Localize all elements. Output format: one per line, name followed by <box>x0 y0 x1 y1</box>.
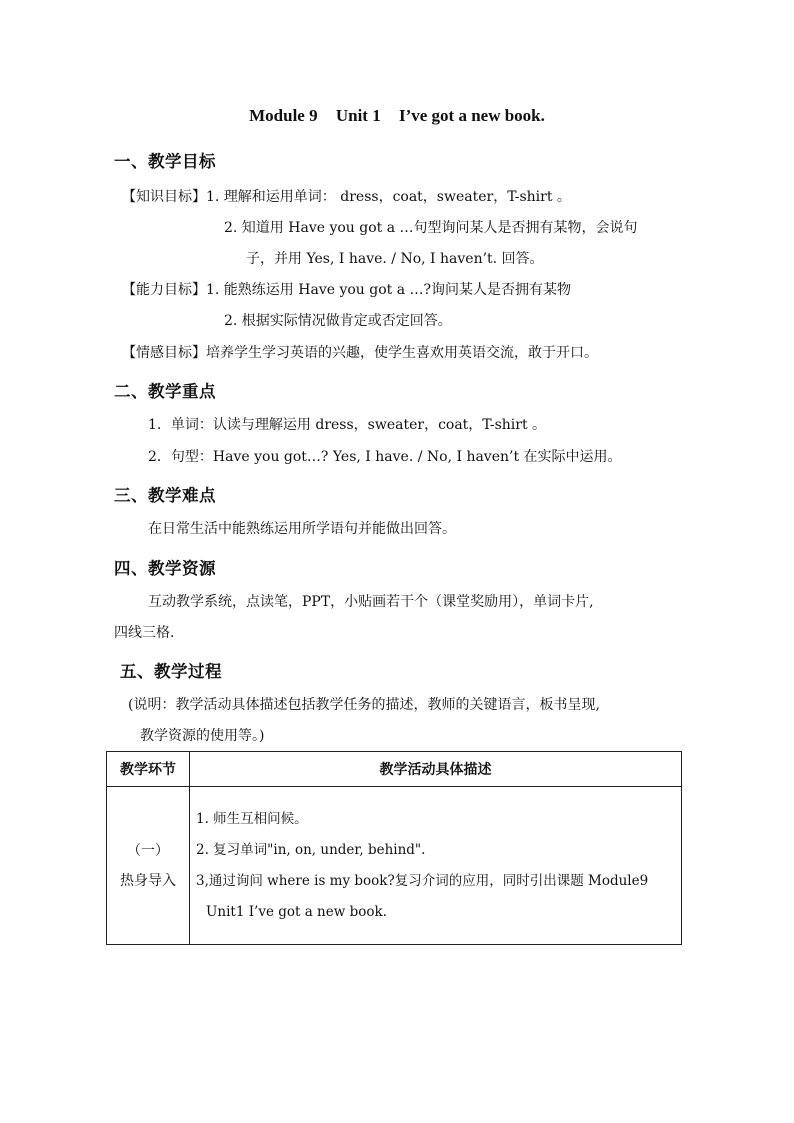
table-cell-description <box>190 787 682 945</box>
ability-goal-line-2: 2. 根据实际情况做肯定或否定回答。 <box>224 313 452 329</box>
page-title <box>0 106 794 126</box>
emotion-goal-line <box>122 342 598 362</box>
ability-goal-tag: 【能力目标】 <box>122 282 206 298</box>
title-lesson: I’ve got a new book. <box>398 106 545 125</box>
activity-line-1: 1. 师生互相问候。 <box>196 810 308 827</box>
ability-goal-line-1 <box>122 279 571 299</box>
key-point-1: 1．单词：认读与理解运用 dress，sweater，coat，T-shirt 。 <box>148 417 547 433</box>
emotion-goal-text: 培养学生学习英语的兴趣，使学生喜欢用英语交流，敢于开口。 <box>206 345 598 361</box>
section-heading-resources: 四、教学资源 <box>114 559 216 578</box>
table-header-description: 教学活动具体描述 <box>190 752 682 787</box>
stage-number: （一） <box>127 842 169 859</box>
knowledge-goal-tag: 【知识目标】 <box>122 189 206 205</box>
table-header-row <box>107 752 682 787</box>
title-unit: Unit 1 <box>335 106 381 125</box>
activity-line-4: Unit1 I’ve got a new book. <box>206 903 387 920</box>
difficulty-text: 在日常生活中能熟练运用所学语句并能做出回答。 <box>148 521 456 537</box>
knowledge-goal-text-1: 1. 理解和运用单词： dress，coat，sweater，T-shirt 。 <box>206 189 571 205</box>
emotion-goal-tag: 【情感目标】 <box>122 345 206 361</box>
activity-line-3: 3,通过询问 where is my book?复习介词的应用，同时引出课题 Module9 <box>196 872 649 889</box>
process-note-line-2: 教学资源的使用等。) <box>140 728 265 744</box>
stage-name: 热身导入 <box>120 872 176 889</box>
table-header-stage: 教学环节 <box>107 752 190 787</box>
table-cell-stage <box>107 787 190 945</box>
section-heading-key-points: 二、教学重点 <box>114 382 216 401</box>
section-heading-goals: 一、教学目标 <box>114 152 216 171</box>
knowledge-goal-line-1 <box>122 186 571 206</box>
section-heading-process: 五、教学过程 <box>120 662 222 681</box>
knowledge-goal-line-2: 2. 知道用 Have you got a …句型询问某人是否拥有某物，会说句 <box>224 220 638 236</box>
resources-line-2: 四线三格. <box>114 625 175 641</box>
knowledge-goal-line-3: 子，并用 Yes, I have. / No, I haven’t. 回答。 <box>246 251 544 267</box>
process-note-line-1: (说明：教学活动具体描述包括教学任务的描述，教师的关键语言，板书呈现, <box>128 697 600 713</box>
process-table <box>106 751 682 945</box>
ability-goal-text-1: 1. 能熟练运用 Have you got a …?询问某人是否拥有某物 <box>206 282 572 298</box>
activity-line-2: 2. 复习单词"in, on, under, behind". <box>196 841 426 858</box>
section-heading-difficulty: 三、教学难点 <box>114 486 216 505</box>
table-row <box>107 787 682 945</box>
title-module: Module 9 <box>249 106 318 125</box>
key-point-2: 2．句型：Have you got…? Yes, I have. / No, I haven’t 在实际中运用。 <box>148 449 622 465</box>
resources-line-1: 互动教学系统，点读笔，PPT，小贴画若干个（课堂奖励用），单词卡片, <box>148 594 594 610</box>
